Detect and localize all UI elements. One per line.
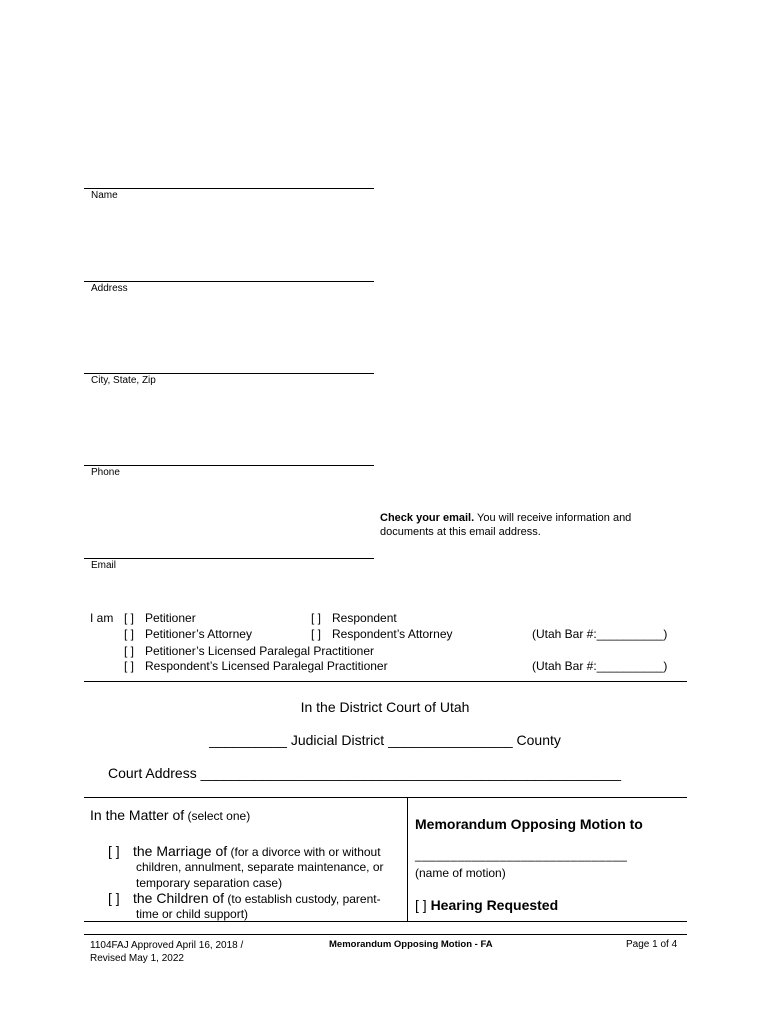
court-address-line[interactable]: Court Address ______________________________________________________ <box>108 765 622 781</box>
footer-left <box>90 939 243 965</box>
section-divider <box>84 681 687 682</box>
email-label: Email <box>91 560 117 571</box>
hearing-requested-label: Hearing Requested <box>430 897 559 913</box>
marriage-note-3: temporary separation case) <box>136 876 283 890</box>
checkbox-respondent-attorney[interactable]: [ ] <box>311 627 322 641</box>
children-option <box>133 890 381 908</box>
email-note-rest1: You will receive information and <box>474 512 632 524</box>
respondent-attorney-label: Respondent’s Attorney <box>332 627 453 641</box>
respondent-lpp-label: Respondent’s Licensed Paralegal Practitioner <box>145 659 388 673</box>
checkbox-respondent-lpp[interactable]: [ ] <box>124 659 135 673</box>
city-state-zip-line <box>84 373 374 374</box>
name-line <box>84 188 374 189</box>
utah-bar-field-1[interactable]: (Utah Bar #:__________) <box>532 627 668 641</box>
name-label: Name <box>91 190 118 201</box>
petitioner-label: Petitioner <box>145 611 196 625</box>
in-the-matter-note: (select one) <box>184 809 251 823</box>
caption-bottom-rule <box>84 921 687 922</box>
checkbox-petitioner-attorney[interactable]: [ ] <box>124 627 135 641</box>
motion-name-blank[interactable]: ______________________________ <box>415 848 628 862</box>
marriage-note-1: (for a divorce with or without <box>227 845 381 859</box>
email-note <box>380 511 670 539</box>
children-lead: the Children of <box>133 890 225 906</box>
footer-form-number: 1104FAJ Approved April 16, 2018 / <box>90 940 244 951</box>
motion-title: Memorandum Opposing Motion to <box>415 816 643 832</box>
footer-center: Memorandum Opposing Motion - FA <box>329 939 493 950</box>
city-state-zip-label: City, State, Zip <box>91 375 156 386</box>
phone-line <box>84 465 374 466</box>
phone-label: Phone <box>91 467 120 478</box>
email-note-bold: Check your email. <box>380 512 475 524</box>
address-label: Address <box>91 283 128 294</box>
checkbox-petitioner[interactable]: [ ] <box>124 611 135 625</box>
in-the-matter-heading <box>90 807 250 825</box>
marriage-note-2: children, annulment, separate maintenance, or <box>136 860 384 874</box>
motion-name-label: (name of motion) <box>415 866 506 880</box>
marriage-lead: the Marriage of <box>133 843 228 859</box>
address-line <box>84 281 374 282</box>
petitioner-lpp-label: Petitioner’s Licensed Paralegal Practitioner <box>145 644 375 658</box>
caption-top-rule <box>84 797 687 798</box>
email-line <box>84 558 374 559</box>
checkbox-respondent[interactable]: [ ] <box>311 611 322 625</box>
checkbox-marriage[interactable]: [ ] <box>108 843 120 859</box>
respondent-label: Respondent <box>332 611 397 625</box>
marriage-option <box>133 843 381 861</box>
footer-rule <box>84 934 687 935</box>
email-note-rest2: documents at this email address. <box>380 526 541 538</box>
i-am-lead: I am <box>90 611 114 625</box>
utah-bar-field-2[interactable]: (Utah Bar #:__________) <box>532 659 668 673</box>
footer-revised: Revised May 1, 2022 <box>90 953 184 964</box>
children-note-2: time or child support) <box>136 907 249 921</box>
district-county-line[interactable]: __________ Judicial District ________________ County <box>209 732 561 748</box>
checkbox-hearing-requested[interactable]: [ ] <box>415 897 427 913</box>
caption-column-divider <box>407 797 408 921</box>
hearing-requested-option <box>415 897 558 913</box>
court-title: In the District Court of Utah <box>300 699 470 715</box>
children-note-1: (to establish custody, parent- <box>224 892 381 906</box>
in-the-matter-lead: In the Matter of <box>90 807 185 823</box>
petitioner-attorney-label: Petitioner’s Attorney <box>145 627 252 641</box>
checkbox-children[interactable]: [ ] <box>108 890 120 906</box>
checkbox-petitioner-lpp[interactable]: [ ] <box>124 644 135 658</box>
footer-page-number: Page 1 of 4 <box>626 939 678 950</box>
